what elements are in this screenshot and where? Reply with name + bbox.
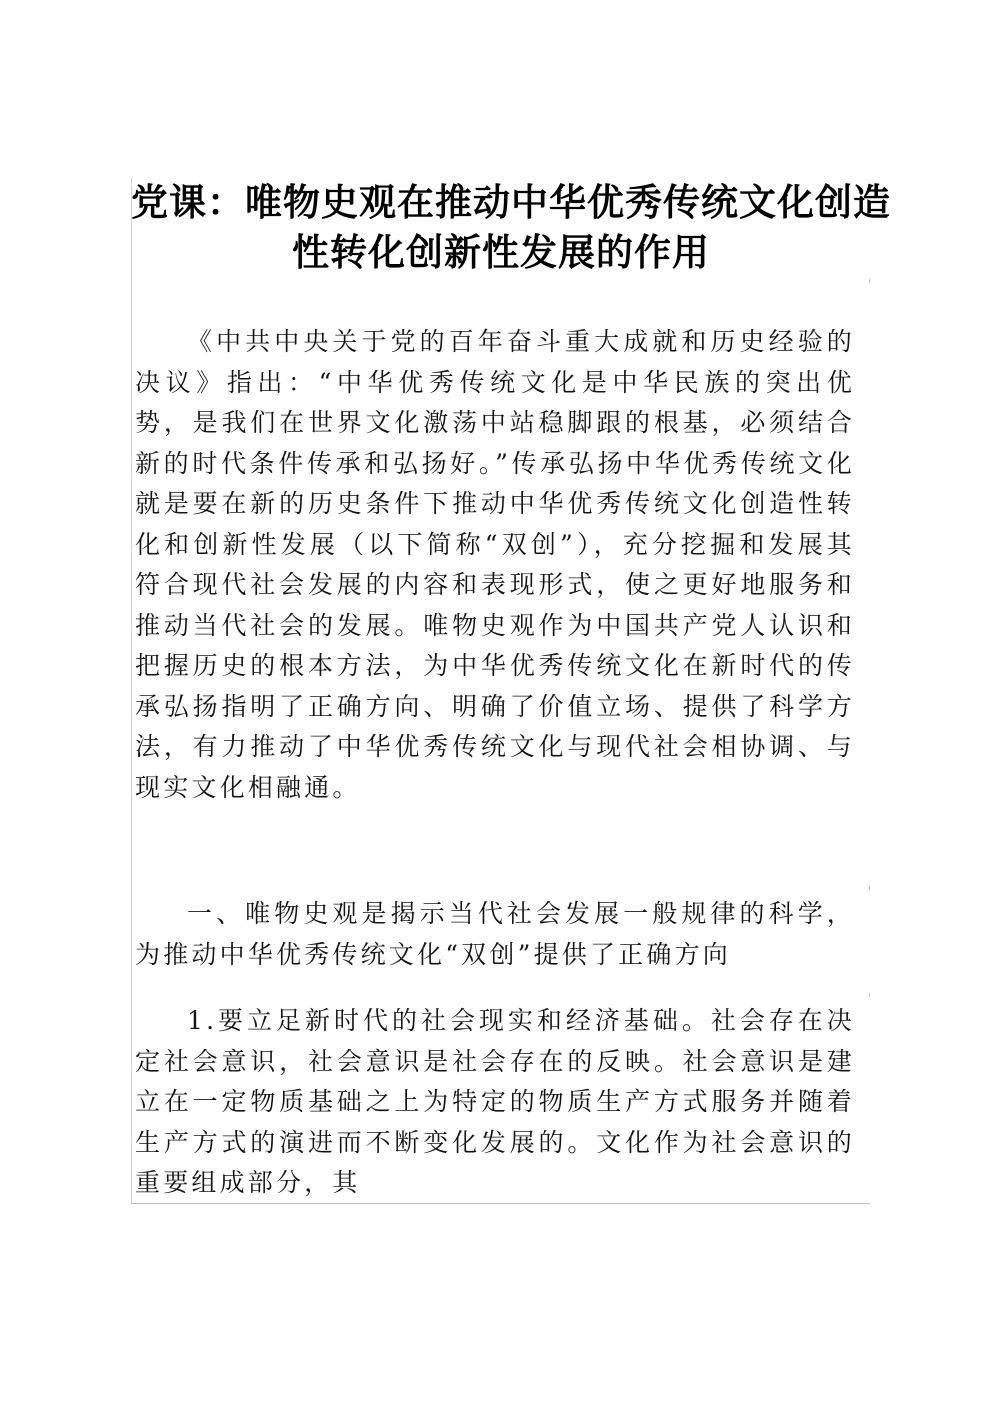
document-title bbox=[131, 178, 891, 278]
margin-mark bbox=[869, 886, 870, 890]
margin-mark bbox=[869, 993, 870, 997]
page-margin-left-line bbox=[131, 178, 132, 1204]
intro-paragraph: 《中共中央关于党的百年奋斗重大成就和历史经验的决议》指出：“中华优秀传统文化是中华民族的突出优势，是我们在世界文化激荡中站稳脚跟的根基，必须结合新的时代条件传承和弘扬好。”传承弘扬中华优秀传统文化就是要在新的历史条件下推动中华优秀传统文化创造性转化和创新性发展（以下简称“双创”），充分挖掘和发展其符合现代社会发展的内容和表现形式，使之更好地服务和推动当代社会的发展。唯物史观作为中国共产党人认识和把握历史的根本方法，为中华优秀传统文化在新时代的传承弘扬指明了正确方向、明确了价值立场、提供了科学方法，有力推动了中华优秀传统文化与现代社会相协调、与现实文化相融通。 bbox=[135, 327, 855, 802]
title-line-1: 党课：唯物史观在推动中华优秀传统文化创造 bbox=[131, 181, 891, 224]
title-line-2: 性转化创新性发展的作用 bbox=[292, 231, 710, 274]
margin-mark bbox=[869, 279, 870, 283]
section-heading-1: 一、唯物史观是揭示当代社会发展一般规律的科学，为推动中华优秀传统文化“双创”提供了正确方向 bbox=[135, 899, 855, 969]
point-1-paragraph: 1.要立足新时代的社会现实和经济基础。社会存在决定社会意识，社会意识是社会存在的反映。社会意识是建立在一定物质基础之上为特定的物质生产方式服务并随着生产方式的演进而不断变化发展的。文化作为社会意识的重要组成部分，其 bbox=[135, 1006, 855, 1197]
